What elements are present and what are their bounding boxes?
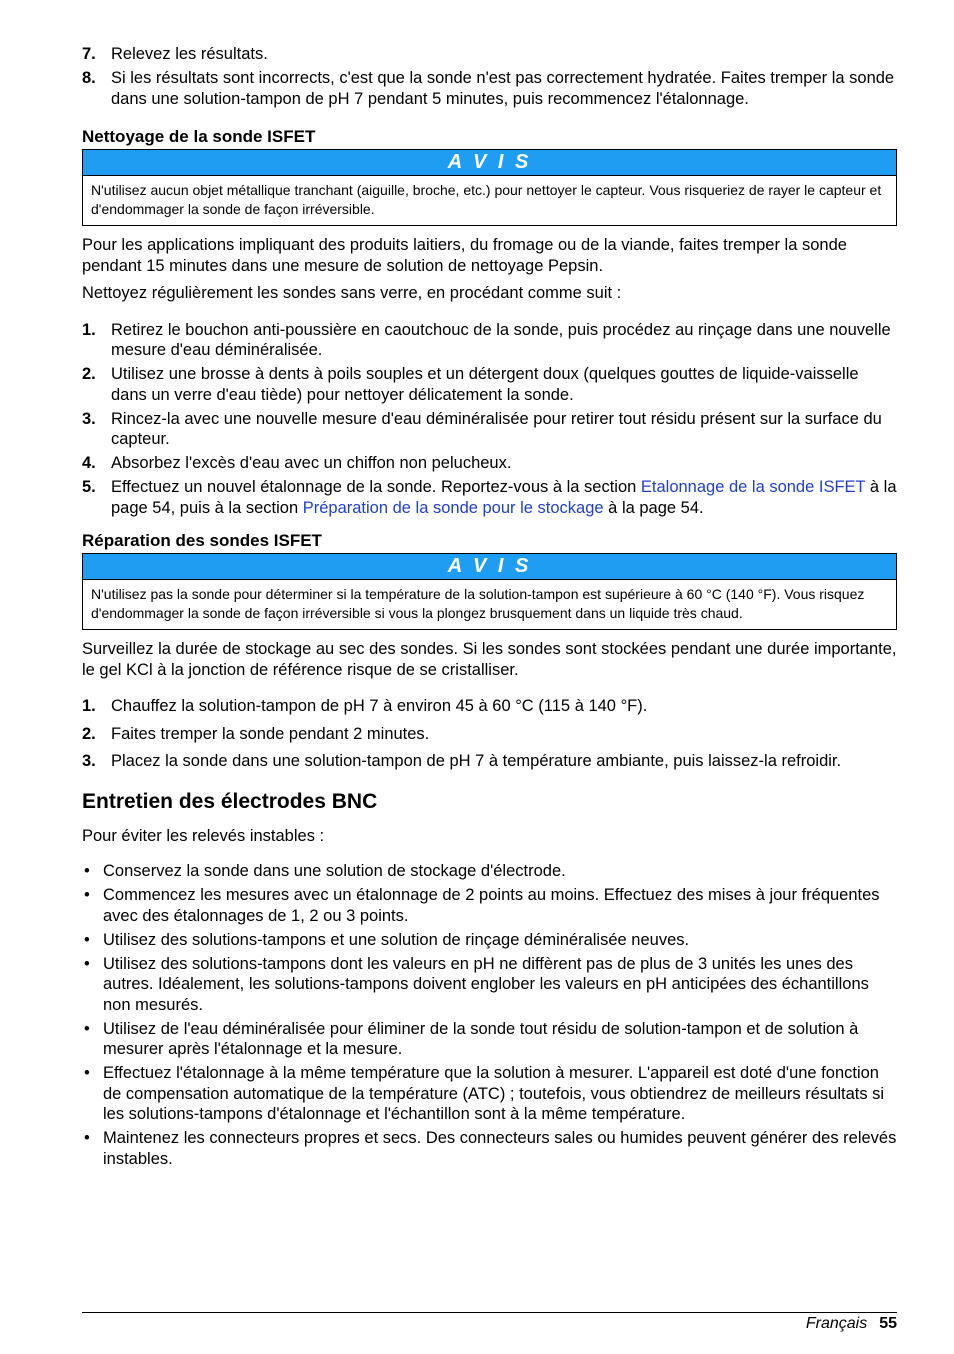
- list-item: 3. Rincez-la avec une nouvelle mesure d'eau déminéralisée pour retirer tout résidu présent sur la surface du capteur.: [82, 409, 882, 448]
- list-item: • Effectuez l'étalonnage à la même température que la solution à mesurer. L'appareil est doté d'une fonction de compensation automatique de la température (ATC) ; toutefois, vous obtiendrez de meilleurs résultats si les solutions-tampons d'étalonnage et l'échantillon sont à la même température.: [84, 1064, 885, 1123]
- intro-steps: [82, 44, 897, 109]
- notice-text: N'utilisez aucun objet métallique tranchant (aiguille, broche, etc.) pour nettoyer le capteur. Vous risqueriez de rayer le capteur et d'endommager la sonde de façon irréversible.: [91, 182, 882, 217]
- link-preparation-stockage[interactable]: Préparation de la sonde pour le stockage: [302, 498, 604, 517]
- page-footer: [82, 1312, 897, 1332]
- list-item: 1. Retirez le bouchon anti-poussière en caoutchouc de la sonde, puis procédez au rinçage dans une nouvelle mesure d'eau déminéralisée.: [82, 320, 891, 359]
- section-heading-repair: Réparation des sondes ISFET: [82, 531, 322, 550]
- list-item: • Utilisez de l'eau déminéralisée pour éliminer de la sonde tout résidu de solution-tampon et de solution à mesurer après l'étalonnage et la mesure.: [84, 1019, 859, 1058]
- list-item: • Utilisez des solutions-tampons et une solution de rinçage déminéralisée neuves.: [84, 930, 690, 949]
- paragraph: Nettoyez régulièrement les sondes sans verre, en procédant comme suit :: [82, 284, 622, 302]
- paragraph: Pour les applications impliquant des produits laitiers, du fromage ou de la viande, faites tremper la sonde pendant 15 minutes dans une mesure de solution de nettoyage Pepsin.: [82, 236, 847, 275]
- list-item: 2. Faites tremper la sonde pendant 2 minutes.: [82, 724, 430, 743]
- list-item: 1. Chauffez la solution-tampon de pH 7 à environ 45 à 60 °C (115 à 140 °F).: [82, 697, 648, 715]
- list-item: 3. Placez la sonde dans une solution-tampon de pH 7 à température ambiante, puis laissez-la refroidir.: [82, 752, 842, 770]
- list-item: 8. Si les résultats sont incorrects, c'est que la sonde n'est pas correctement hydratée. Faites tremper la sonde dans une solution-tampon de pH 7 pendant 5 minutes, puis recommencez l'étalonnage.: [82, 69, 895, 108]
- list-item: • Utilisez des solutions-tampons dont les valeurs en pH ne diffèrent pas de plus de 3 unités les unes des autres. Idéalement, les solutions-tampons doivent englober les valeurs en pH anticipées des échantillons non mesurés.: [84, 954, 869, 1014]
- list-item: 5. Effectuez un nouvel étalonnage de la sonde. Reportez-vous à la section Etalonnage de la sonde ISFET à la page 54, puis à la section Préparation de la sonde pour le stockage à la page 54.: [82, 478, 897, 517]
- section-heading-bnc: Entretien des électrodes BNC: [82, 789, 378, 813]
- list-item: 2. Utilisez une brosse à dents à poils souples et un détergent doux (quelques gouttes de liquide-vaisselle dans un verre d'eau tiède) pour nettoyer délicatement la sonde.: [82, 365, 859, 404]
- repair-steps: [82, 696, 897, 772]
- link-etalonnage-isfet[interactable]: Etalonnage de la sonde ISFET: [640, 478, 866, 496]
- page-number: 55: [879, 1315, 897, 1332]
- paragraph: Surveillez la durée de stockage au sec des sondes. Si les sondes sont stockées pendant une durée importante, le gel KCl à la jonction de référence risque de se cristalliser.: [82, 640, 897, 679]
- section-heading-cleaning: Nettoyage de la sonde ISFET: [82, 127, 316, 146]
- notice-title: A V I S: [83, 150, 896, 176]
- list-item: 4. Absorbez l'excès d'eau avec un chiffon non pelucheux.: [82, 454, 512, 472]
- document-page: [82, 44, 897, 1173]
- bnc-bullets: [82, 861, 897, 1169]
- list-item: 7. Relevez les résultats.: [82, 45, 268, 63]
- notice-title: A V I S: [83, 554, 896, 580]
- notice-box-repair: [82, 553, 897, 630]
- notice-box-cleaning: [82, 149, 897, 226]
- notice-text: N'utilisez pas la sonde pour déterminer si la température de la solution-tampon est supérieure à 60 °C (140 °F). Vous risquez d'endommager la sonde de façon irréversible si vous la plongez brusquement dans un liquide très chaud.: [91, 586, 865, 621]
- list-item: • Conservez la sonde dans une solution de stockage d'électrode.: [84, 862, 566, 880]
- list-item: • Commencez les mesures avec un étalonnage de 2 points au moins. Effectuez des mises à jour fréquentes avec des étalonnages de 1, 2 ou 3 points.: [84, 886, 880, 925]
- footer-language: Français: [805, 1315, 868, 1332]
- list-item: • Maintenez les connecteurs propres et secs. Des connecteurs sales ou humides peuvent générer des relevés instables.: [84, 1129, 897, 1168]
- paragraph: Pour éviter les relevés instables :: [82, 826, 325, 845]
- cleaning-steps: [82, 320, 897, 519]
